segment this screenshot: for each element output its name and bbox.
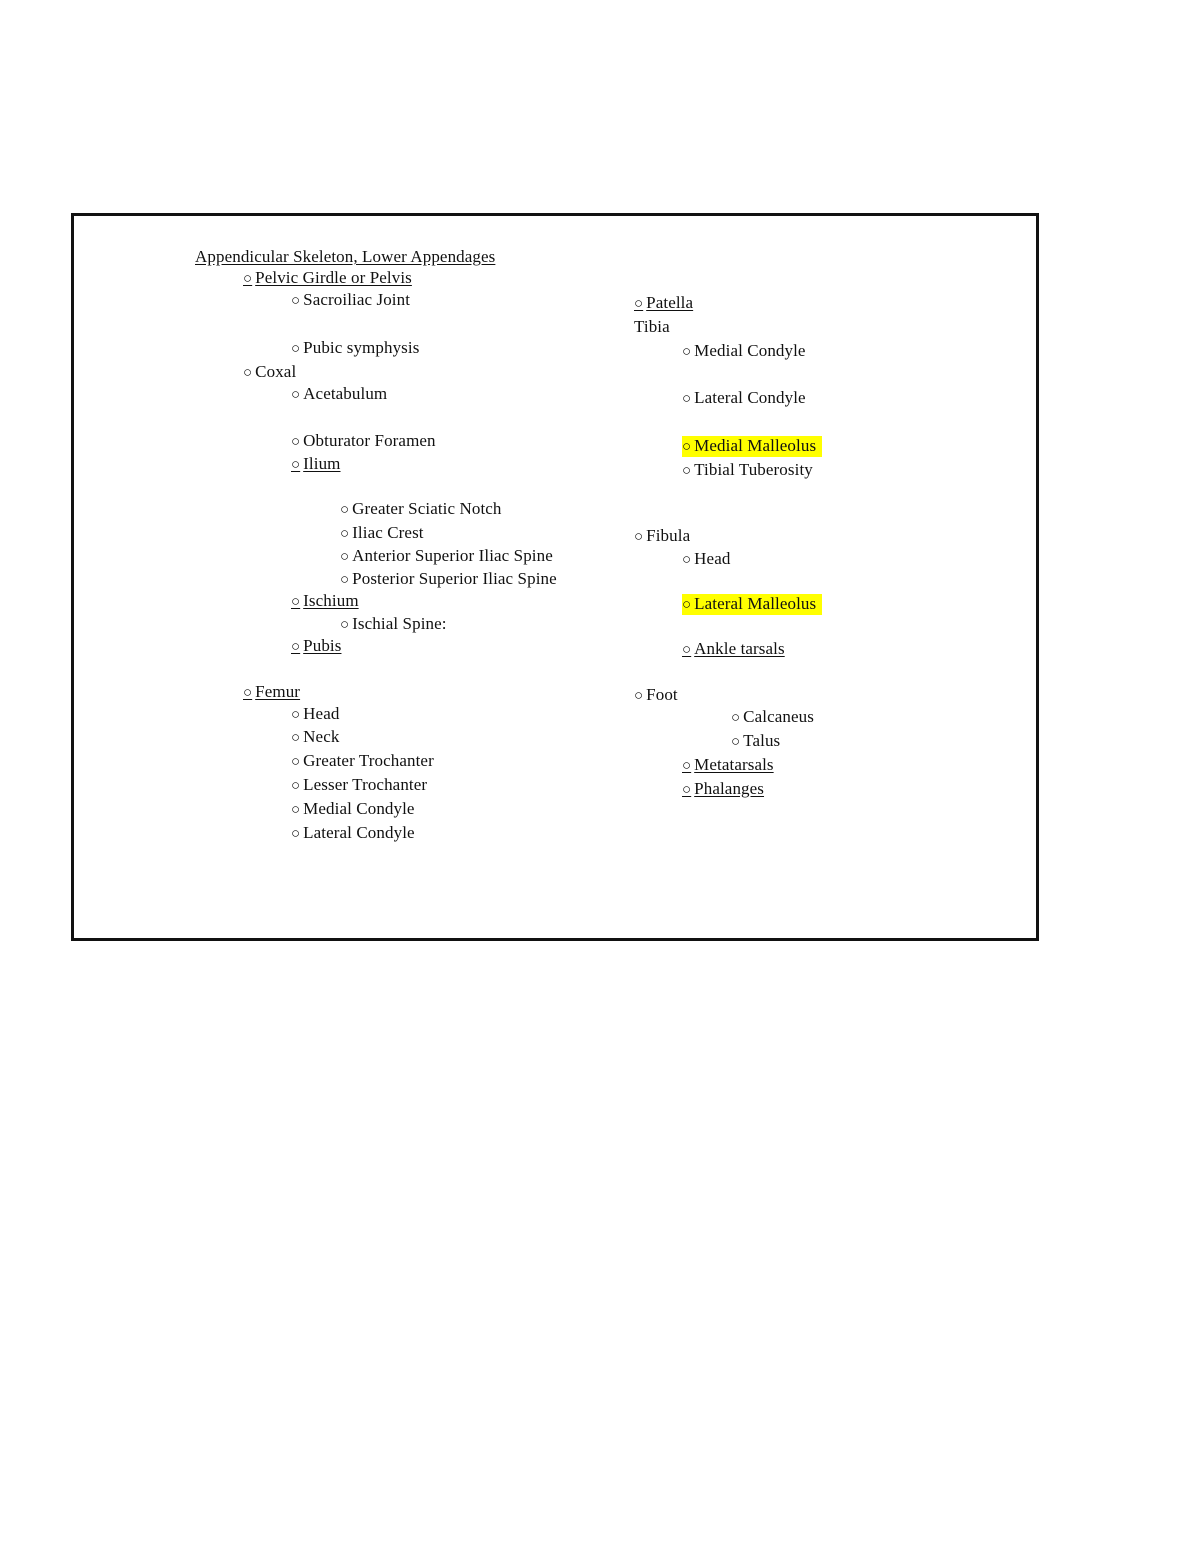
circle-bullet-icon: ○ — [731, 734, 741, 750]
circle-bullet-icon: ○ — [634, 688, 644, 704]
outline-item-label: Medial Condyle — [694, 341, 806, 360]
item-text-wrap — [291, 727, 339, 746]
outline-item-label: Iliac Crest — [352, 523, 424, 542]
item-text-wrap — [291, 799, 415, 818]
circle-bullet-icon: ○ — [682, 642, 692, 658]
item-text-wrap — [682, 639, 785, 658]
outline-item-label: Anterior Superior Iliac Spine — [352, 546, 553, 565]
outline-item-label: Phalanges — [694, 779, 765, 798]
outline-item-label: Ischial Spine: — [352, 614, 447, 633]
outline-item-iliac-crest — [340, 523, 424, 544]
item-text-wrap — [291, 751, 434, 770]
outline-item-phalanges — [682, 779, 764, 800]
outline-item-medial-condyle — [291, 799, 415, 820]
item-text-wrap — [340, 499, 502, 518]
item-text-wrap — [291, 338, 419, 357]
item-text-wrap — [682, 549, 730, 568]
circle-bullet-icon: ○ — [291, 293, 301, 309]
outline-item-ilium — [291, 454, 341, 475]
circle-bullet-icon: ○ — [291, 457, 301, 473]
outline-item-medial-condyle — [682, 341, 806, 362]
outline-item-label: Sacroiliac Joint — [303, 290, 411, 309]
circle-bullet-icon: ○ — [243, 271, 253, 287]
outline-item-label: Acetabulum — [303, 384, 388, 403]
item-text-wrap — [682, 341, 806, 360]
circle-bullet-icon: ○ — [291, 639, 301, 655]
outline-item-coxal — [243, 362, 296, 383]
outline-item-pelvic-girdle-or-pelvis — [243, 268, 412, 289]
circle-bullet-icon: ○ — [291, 594, 301, 610]
item-text-wrap — [634, 685, 678, 704]
circle-bullet-icon: ○ — [634, 296, 644, 312]
item-text-wrap — [340, 569, 557, 588]
circle-bullet-icon: ○ — [340, 617, 350, 633]
item-text-wrap — [340, 523, 424, 542]
item-text-wrap — [291, 454, 341, 473]
outline-item-sacroiliac-joint — [291, 290, 410, 311]
item-text-wrap — [682, 388, 806, 407]
outline-item-label: Medial Malleolus — [694, 436, 817, 455]
circle-bullet-icon: ○ — [340, 502, 350, 518]
outline-item-lateral-malleolus — [682, 594, 822, 615]
circle-bullet-icon: ○ — [340, 572, 350, 588]
outline-item-head — [291, 704, 339, 725]
outline-item-lesser-trochanter — [291, 775, 427, 796]
circle-bullet-icon: ○ — [340, 549, 350, 565]
outline-item-ischium — [291, 591, 359, 612]
item-text-wrap — [634, 317, 670, 336]
outline-item-anterior-superior-iliac-spine — [340, 546, 553, 567]
outline-item-calcaneus — [731, 707, 814, 728]
item-text-wrap — [634, 526, 690, 545]
circle-bullet-icon: ○ — [243, 685, 253, 701]
outline-item-label: Head — [303, 704, 340, 723]
outline-item-greater-sciatic-notch — [340, 499, 502, 520]
outline-item-label: Talus — [743, 731, 781, 750]
outline-item-label: Calcaneus — [743, 707, 814, 726]
item-text-wrap — [682, 460, 813, 479]
circle-bullet-icon: ○ — [682, 782, 692, 798]
outline-item-fibula — [634, 526, 690, 547]
outline-item-tibia — [634, 317, 670, 337]
outline-item-label: Obturator Foramen — [303, 431, 436, 450]
outline-item-medial-malleolus — [682, 436, 822, 457]
outline-item-label: Pubic symphysis — [303, 338, 420, 357]
circle-bullet-icon: ○ — [291, 387, 301, 403]
highlighted-text — [682, 436, 822, 457]
outline-item-label: Patella — [646, 293, 694, 312]
outline-item-label: Greater Trochanter — [303, 751, 434, 770]
circle-bullet-icon: ○ — [291, 802, 301, 818]
outline-item-foot — [634, 685, 678, 706]
item-text-wrap — [340, 546, 553, 565]
outline-item-label: Lateral Malleolus — [694, 594, 817, 613]
item-text-wrap — [731, 731, 780, 750]
outline-item-label: Ischium — [303, 591, 359, 610]
item-text-wrap — [291, 823, 415, 842]
circle-bullet-icon: ○ — [291, 730, 301, 746]
item-text-wrap — [291, 775, 427, 794]
outline-item-label: Lateral Condyle — [694, 388, 806, 407]
circle-bullet-icon: ○ — [340, 526, 350, 542]
outline-item-patella — [634, 293, 693, 314]
outline-item-talus — [731, 731, 780, 752]
circle-bullet-icon: ○ — [291, 754, 301, 770]
circle-bullet-icon: ○ — [682, 344, 692, 360]
outline-item-lateral-condyle — [682, 388, 806, 409]
outline-item-head — [682, 549, 730, 570]
item-text-wrap — [634, 293, 693, 312]
highlighted-text — [682, 594, 822, 615]
item-text-wrap — [731, 707, 814, 726]
outline-item-label: Fibula — [646, 526, 691, 545]
outline-item-label: Pubis — [303, 636, 342, 655]
outline-item-label: Foot — [646, 685, 678, 704]
outline-item-acetabulum — [291, 384, 387, 405]
item-text-wrap — [243, 682, 300, 701]
outline-item-obturator-foramen — [291, 431, 436, 452]
outline-item-label: Metatarsals — [694, 755, 774, 774]
outline-item-metatarsals — [682, 755, 774, 776]
outline-item-label: Neck — [303, 727, 340, 746]
item-text-wrap — [291, 636, 341, 655]
outline-item-label: Ilium — [303, 454, 341, 473]
outline-item-ischial-spine — [340, 614, 447, 635]
circle-bullet-icon: ○ — [682, 552, 692, 568]
outline-item-label: Ankle tarsals — [694, 639, 785, 658]
outline-item-label: Lateral Condyle — [303, 823, 415, 842]
outline-item-label: Tibial Tuberosity — [694, 460, 813, 479]
outline-item-label: Head — [694, 549, 731, 568]
item-text-wrap — [243, 268, 412, 287]
item-text-wrap — [291, 704, 339, 723]
outline-item-label: Tibia — [634, 317, 670, 336]
circle-bullet-icon: ○ — [682, 463, 692, 479]
outline-item-label: Posterior Superior Iliac Spine — [352, 569, 557, 588]
outline-item-pubis — [291, 636, 341, 657]
item-text-wrap — [291, 290, 410, 309]
circle-bullet-icon: ○ — [731, 710, 741, 726]
item-text-wrap — [291, 431, 436, 450]
item-text-wrap — [243, 362, 296, 381]
circle-bullet-icon: ○ — [291, 434, 301, 450]
document-title: Appendicular Skeleton, Lower Appendages — [195, 247, 496, 266]
item-text-wrap — [291, 591, 359, 610]
item-text-wrap — [340, 614, 447, 633]
outline-item-label: Coxal — [255, 362, 297, 381]
outline-item-tibial-tuberosity — [682, 460, 813, 481]
circle-bullet-icon: ○ — [682, 391, 692, 407]
outline-item-pubic-symphysis — [291, 338, 419, 359]
outline-item-lateral-condyle — [291, 823, 415, 844]
item-text-wrap — [682, 755, 774, 774]
circle-bullet-icon: ○ — [682, 439, 692, 455]
outline-item-label: Pelvic Girdle or Pelvis — [255, 268, 412, 287]
outline-item-femur — [243, 682, 300, 703]
circle-bullet-icon: ○ — [682, 758, 692, 774]
circle-bullet-icon: ○ — [291, 707, 301, 723]
circle-bullet-icon: ○ — [682, 597, 692, 613]
circle-bullet-icon: ○ — [243, 365, 253, 381]
circle-bullet-icon: ○ — [291, 778, 301, 794]
item-text-wrap — [682, 779, 764, 798]
outline-item-ankle-tarsals — [682, 639, 785, 660]
circle-bullet-icon: ○ — [634, 529, 644, 545]
circle-bullet-icon: ○ — [291, 341, 301, 357]
item-text-wrap — [291, 384, 387, 403]
outline-item-label: Femur — [255, 682, 301, 701]
outline-item-greater-trochanter — [291, 751, 434, 772]
outline-item-label: Lesser Trochanter — [303, 775, 428, 794]
outline-item-label: Greater Sciatic Notch — [352, 499, 502, 518]
outline-item-neck — [291, 727, 339, 748]
circle-bullet-icon: ○ — [291, 826, 301, 842]
outline-item-posterior-superior-iliac-spine — [340, 569, 557, 590]
outline-item-label: Medial Condyle — [303, 799, 415, 818]
